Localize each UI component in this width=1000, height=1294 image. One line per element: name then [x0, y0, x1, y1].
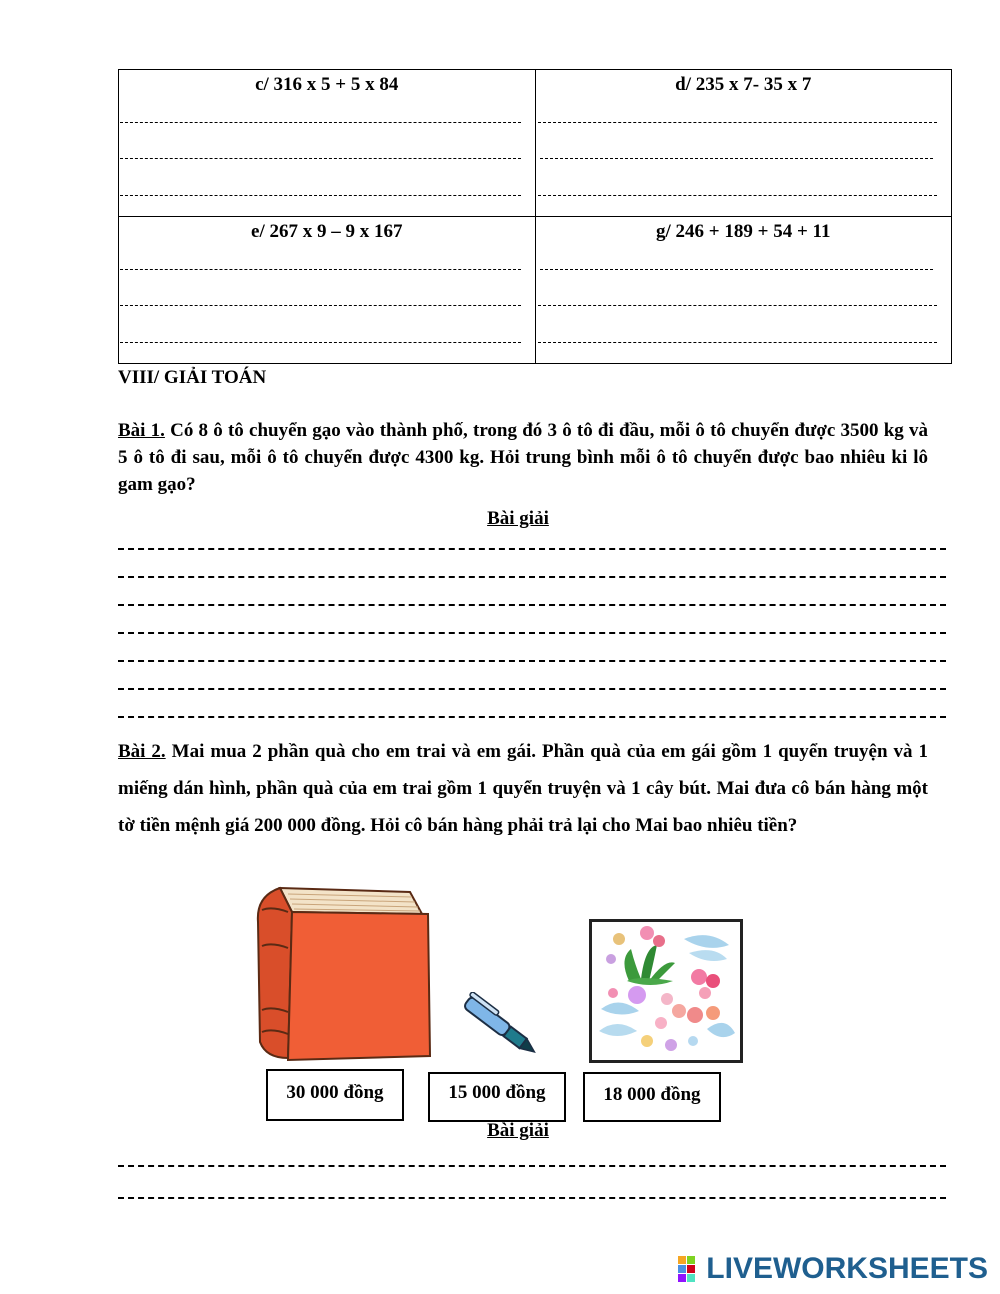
problem-1 — [118, 417, 928, 498]
calc-cell-g — [535, 217, 952, 364]
solution-line[interactable] — [118, 660, 946, 662]
problem-2-text: Mai mua 2 phần quà cho em trai và em gái. Phần quà của em gái gồm 1 quyển truyện và 1 miếng dán hình, phần quà của em trai gồm 1 quyển truyện và 1 cây bút. Mai đưa cô bán hàng một tờ tiền mệnh giá 200 000 đồng. Hỏi cô bán hàng phải trả lại cho Mai bao nhiêu tiền? — [118, 741, 928, 836]
solution-line[interactable] — [118, 632, 946, 634]
answer-line[interactable] — [120, 195, 521, 196]
calc-cell-d — [535, 70, 952, 217]
answer-line[interactable] — [538, 195, 938, 196]
solution-line[interactable] — [118, 548, 946, 550]
solution-line[interactable] — [118, 1165, 946, 1167]
problem-2-label: Bài 2. — [118, 741, 166, 762]
calc-cell-c — [119, 70, 536, 217]
expression-g: g/ 246 + 189 + 54 + 11 — [656, 221, 831, 242]
answer-line[interactable] — [120, 342, 521, 343]
answer-line[interactable] — [540, 158, 934, 159]
price-box-sticker: 18 000 đồng — [583, 1072, 721, 1122]
calc-cell-e — [119, 217, 536, 364]
answer-line[interactable] — [538, 305, 938, 306]
price-box-pen: 15 000 đồng — [428, 1072, 566, 1122]
solution-heading-1: Bài giải — [487, 508, 549, 529]
section-title: VIII/ GIẢI TOÁN — [118, 367, 267, 388]
solution-heading-2: Bài giải — [487, 1120, 549, 1141]
price-box-book: 30 000 đồng — [266, 1069, 404, 1121]
logo-text: LIVEWORKSHEETS — [706, 1252, 988, 1285]
solution-line[interactable] — [118, 688, 946, 690]
answer-line[interactable] — [540, 269, 934, 270]
pen-icon — [455, 992, 545, 1060]
answer-line[interactable] — [120, 269, 521, 270]
problem-1-label: Bài 1. — [118, 420, 165, 441]
problem-2 — [118, 733, 928, 844]
answer-line[interactable] — [120, 122, 521, 123]
liveworksheets-logo — [678, 1252, 988, 1286]
solution-line[interactable] — [118, 576, 946, 578]
solution-line[interactable] — [118, 604, 946, 606]
sticker-icon — [589, 919, 743, 1063]
problem-1-text: Có 8 ô tô chuyển gạo vào thành phố, trong đó 3 ô tô đi đầu, mỗi ô tô chuyển được 3500 kg và 5 ô tô đi sau, mỗi ô tô chuyển được 4300 kg. Hỏi trung bình mỗi ô tô chuyển được bao nhiêu ki lô gam gạo? — [118, 420, 929, 495]
solution-line[interactable] — [118, 1197, 946, 1199]
book-icon — [252, 882, 434, 1062]
answer-line[interactable] — [538, 122, 938, 123]
calculation-table — [118, 69, 952, 364]
liveworksheets-mark-icon — [678, 1256, 704, 1282]
answer-line[interactable] — [120, 158, 521, 159]
answer-line[interactable] — [120, 305, 521, 306]
expression-d: d/ 235 x 7- 35 x 7 — [675, 74, 812, 95]
answer-line[interactable] — [538, 342, 938, 343]
solution-line[interactable] — [118, 716, 946, 718]
expression-c: c/ 316 x 5 + 5 x 84 — [255, 74, 399, 95]
expression-e: e/ 267 x 9 – 9 x 167 — [251, 221, 403, 242]
